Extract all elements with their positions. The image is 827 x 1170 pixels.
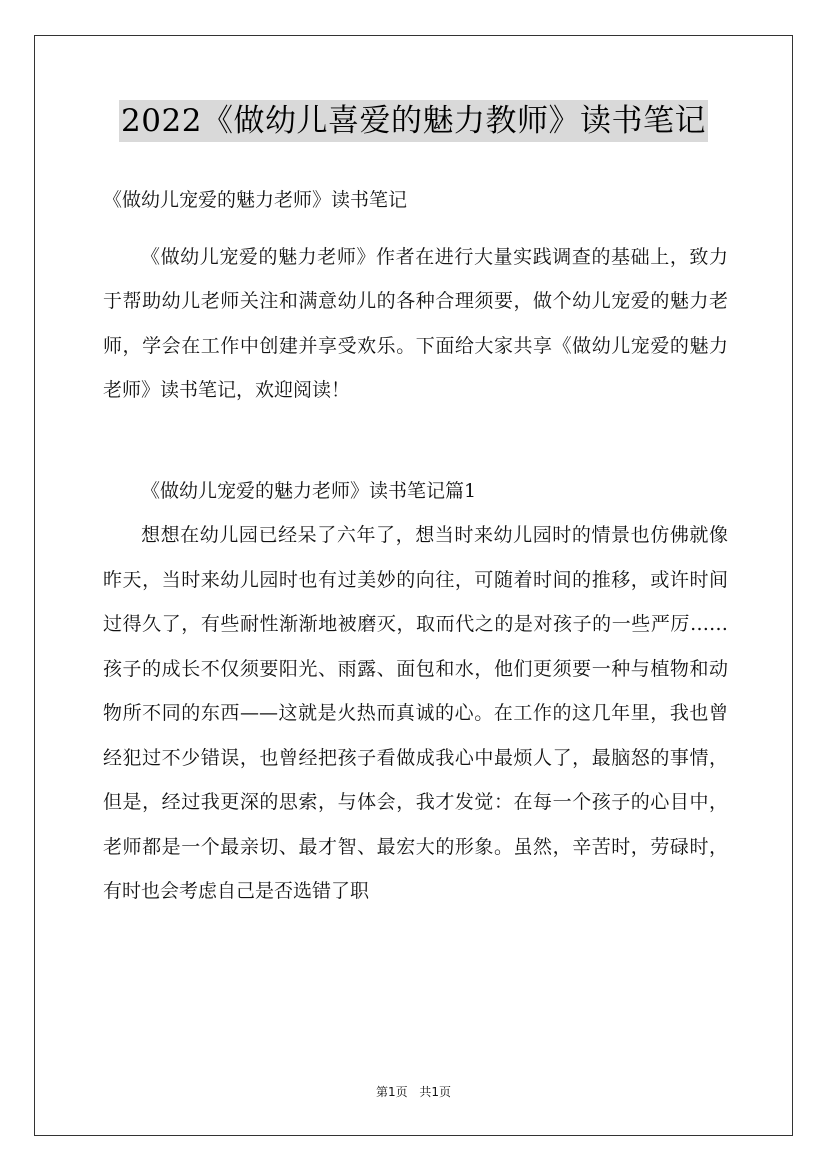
document-body: [103, 178, 728, 914]
body-paragraph: 想想在幼儿园已经呆了六年了，想当时来幼儿园时的情景也仿佛就像昨天，当时来幼儿园时也有过美妙的向往，可随着时间的推移，或许时间过得久了，有些耐性渐渐地被磨灭，取而代之的是对孩子的一些严厉……孩子的成长不仅须要阳光、雨露、面包和水，他们更须要一种与植物和动物所不同的东西——这就是火热而真诚的心。在工作的这几年里，我也曾经犯过不少错误，也曾经把孩子看做成我心中最烦人了，最脑怒的事情，但是，经过我更深的思索，与体会，我才发觉：在每一个孩子的心目中，老师都是一个最亲切、最才智、最宏大的形象。虽然，辛苦时，劳碌时，有时也会考虑自己是否选错了职: [103, 524, 728, 902]
section-heading: 《做幼儿宠爱的魅力老师》读书笔记篇1: [141, 479, 477, 502]
document-title: 2022《做幼儿喜爱的魅力教师》读书笔记: [119, 100, 708, 142]
page-number: 第1页: [375, 1085, 408, 1099]
title-container: [0, 100, 827, 142]
document-subtitle: 《做幼儿宠爱的魅力老师》读书笔记: [103, 189, 408, 211]
page-total: 共1页: [419, 1085, 452, 1099]
paragraph-spacer: [103, 413, 728, 469]
intro-paragraph: 《做幼儿宠爱的魅力老师》作者在进行大量实践调查的基础上，致力于帮助幼儿老师关注和满意幼儿的各种合理须要，做个幼儿宠爱的魅力老师，学会在工作中创建并享受欢乐。下面给大家共享《做幼儿宠爱的魅力老师》读书笔记，欢迎阅读！: [103, 245, 728, 401]
page-footer: [0, 1083, 827, 1100]
